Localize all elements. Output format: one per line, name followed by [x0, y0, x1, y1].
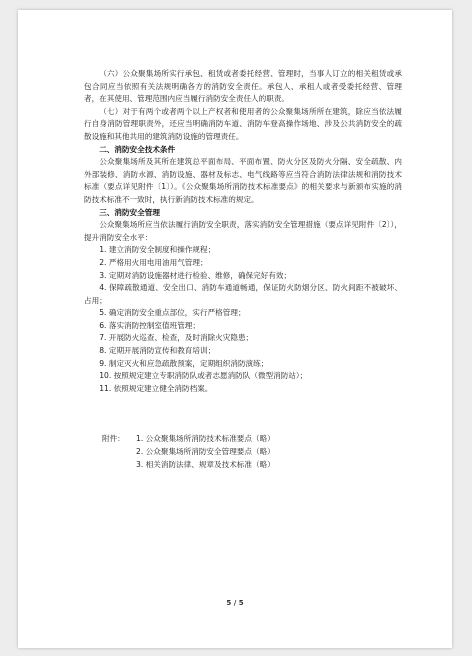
- list-item: 10. 按照规定建立专职消防队或者志愿消防队（微型消防站）；: [99, 371, 308, 381]
- page-number: 5 / 5: [226, 599, 244, 607]
- paragraph-six: （六）公众聚集场所实行承包、租赁或者委托经营、管理时，当事人订立的相关租赁或承包合同应当依照有关法规明确各方的消防安全责任。承包人、承租人或者受委托经营、管理者，在其使用、管理范围内应当履行消防安全责任人的职责。: [84, 69, 402, 104]
- attachment-row: [102, 458, 275, 471]
- list-item: 2. 严格用火用电用油用气管理；: [99, 257, 208, 267]
- paragraph-seven: （七）对于有两个或者两个以上产权者和使用者的公众聚集场所所在建筑，除应当依法履行自身消防管理职责外，还应当明确消防车道、消防车登高操作场地、涉及公共消防安全的疏散设施和其他共用的建筑消防设施的管理责任。: [84, 106, 402, 141]
- list-item: 4. 保障疏散通道、安全出口、消防车通道畅通，保证防火防烟分区、防火间距不被破坏、占用；: [84, 283, 402, 305]
- document-page: [18, 10, 452, 648]
- list-item: 1. 建立消防安全制度和操作规程；: [99, 245, 216, 255]
- section-text-safety-management: 公众聚集场所应当依法履行消防安全职责，落实消防安全管理措施（要点详见附件〔2〕），提升消防安全水平：: [84, 220, 402, 242]
- attachment-item: 2. 公众聚集场所消防安全管理要点（略）: [136, 447, 275, 456]
- list-item: 3. 定期对消防设施器材进行检验、维修，确保完好有效；: [99, 270, 292, 280]
- attachment-row: [102, 432, 275, 445]
- section-heading-safety-management: 三、消防安全管理: [99, 207, 160, 217]
- list-item: 8. 定期开展消防宣传和教育培训；: [99, 346, 216, 356]
- section-text-technical-conditions: 公众聚集场所及其所在建筑总平面布局、平面布置、防火分区及防火分隔、安全疏散、内外部装修、消防水源、消防设施、器材及标志、电气线路等应当符合消防法律法规和消防技术标准（要点详见附件〔1〕）。《公众聚集场所消防技术标准要点》的相关要求与新颁布实施的消防技术标准不一致时，执行新消防技术标准的规定。: [84, 157, 402, 204]
- list-item: 9. 制定灭火和应急疏散预案，定期组织消防演练；: [99, 358, 269, 368]
- list-item: 7. 开展防火巡查、检查，及时消除火灾隐患；: [99, 333, 254, 343]
- attachment-item: 3. 相关消防法律、规章及技术标准（略）: [136, 460, 275, 469]
- attachment-item: 1. 公众聚集场所消防技术标准要点（略）: [136, 434, 275, 443]
- section-heading-technical-conditions: 二、消防安全技术条件: [99, 144, 176, 154]
- list-item: 11. 依照规定建立健全消防档案。: [99, 383, 213, 393]
- attachment-row: [102, 445, 275, 458]
- list-item: 6. 落实消防控制室值班管理；: [99, 320, 200, 330]
- attachments-label: 附件：: [102, 434, 125, 443]
- document-body: [84, 68, 402, 395]
- attachments-list: [102, 432, 275, 471]
- list-item: 5. 确定消防安全重点部位，实行严格管理；: [99, 308, 246, 318]
